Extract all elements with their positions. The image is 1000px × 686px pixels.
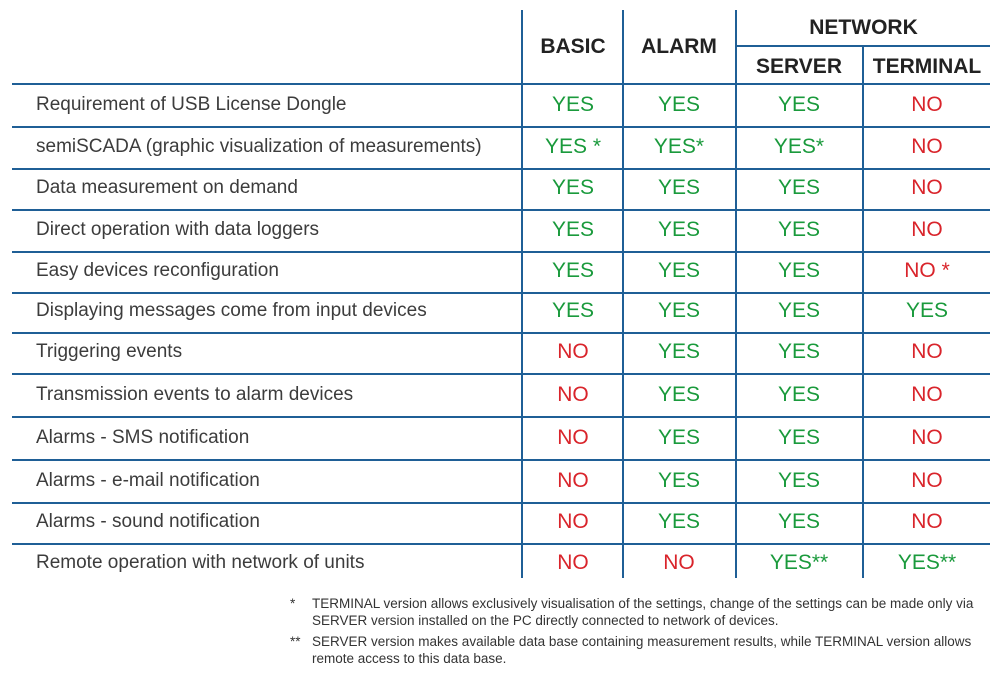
footnote-mark: * [290,596,296,611]
cell-server: YES [777,218,821,241]
feature-label: Easy devices reconfiguration [36,260,279,281]
cell-basic: NO [557,469,589,492]
header-alarm: ALARM [641,35,717,58]
cell-server: YES [777,383,821,406]
cell-terminal: NO [911,93,943,116]
feature-label: Data measurement on demand [36,177,298,198]
cell-alarm: YES [657,259,701,282]
feature-label: Requirement of USB License Dongle [36,94,347,115]
cell-basic: YES [551,93,595,116]
cell-basic: YES * [544,135,602,158]
table-row [0,291,1000,331]
cell-server: YES [777,259,821,282]
header-server: SERVER [756,55,842,78]
cell-server: YES [777,299,821,322]
cell-terminal: NO [911,426,943,449]
table-row [0,251,1000,291]
cell-basic: NO [557,551,589,574]
table-row [0,127,1000,167]
cell-basic: YES [551,218,595,241]
feature-label: Alarms - SMS notification [36,427,250,448]
cell-terminal: NO * [904,259,950,282]
cell-alarm: YES [657,426,701,449]
cell-terminal: NO [911,218,943,241]
table-row [0,418,1000,458]
cell-server: YES** [769,551,829,574]
cell-terminal: NO [911,383,943,406]
table-row [0,375,1000,415]
cell-basic: NO [557,510,589,533]
cell-alarm: YES [657,383,701,406]
cell-alarm: NO [663,551,695,574]
header-network: NETWORK [809,16,918,39]
cell-terminal: YES [905,299,949,322]
cell-basic: YES [551,176,595,199]
footnote-text: TERMINAL version allows exclusively visualisation of the settings, change of the settings can be made only via SERVER version installed on the PC directly connected to network of devices. [312,596,974,628]
cell-alarm: YES [657,218,701,241]
cell-alarm: YES* [653,135,705,158]
table-row [0,332,1000,372]
table-row [0,210,1000,250]
table-row [0,168,1000,208]
cell-basic: YES [551,259,595,282]
cell-terminal: NO [911,510,943,533]
cell-alarm: YES [657,176,701,199]
cell-basic: NO [557,426,589,449]
table-row [0,85,1000,125]
cell-alarm: YES [657,299,701,322]
feature-label: Displaying messages come from input devices [36,300,427,321]
feature-label: Triggering events [36,341,183,362]
cell-server: YES [777,426,821,449]
cell-basic: NO [557,340,589,363]
footnote [290,633,995,667]
header-basic: BASIC [540,35,606,58]
feature-label: Alarms - e-mail notification [36,470,260,491]
cell-basic: YES [551,299,595,322]
cell-terminal: NO [911,469,943,492]
table-row [0,543,1000,583]
footnote [290,595,995,629]
cell-terminal: NO [911,340,943,363]
feature-label: Direct operation with data loggers [36,219,320,240]
footnote-mark: ** [290,634,301,649]
cell-server: YES [777,176,821,199]
cell-terminal: NO [911,176,943,199]
cell-server: YES [777,510,821,533]
cell-server: YES* [773,135,825,158]
footnotes [290,595,995,671]
feature-label: Transmission events to alarm devices [36,384,354,405]
cell-terminal: YES** [897,551,957,574]
feature-label: Alarms - sound notification [36,511,260,532]
cell-alarm: YES [657,93,701,116]
table-row [0,502,1000,542]
feature-label: semiSCADA (graphic visualization of measurements) [36,136,482,157]
network-subheader-divider [737,45,990,47]
table-row [0,461,1000,501]
cell-server: YES [777,469,821,492]
cell-server: YES [777,340,821,363]
cell-basic: NO [557,383,589,406]
cell-alarm: YES [657,469,701,492]
cell-alarm: YES [657,340,701,363]
footnote-text: SERVER version makes available data base containing measurement results, while TERMINAL version allows remote access to this data base. [312,634,972,666]
header-terminal: TERMINAL [872,55,982,78]
cell-server: YES [777,93,821,116]
cell-terminal: NO [911,135,943,158]
cell-alarm: YES [657,510,701,533]
feature-label: Remote operation with network of units [36,552,365,573]
